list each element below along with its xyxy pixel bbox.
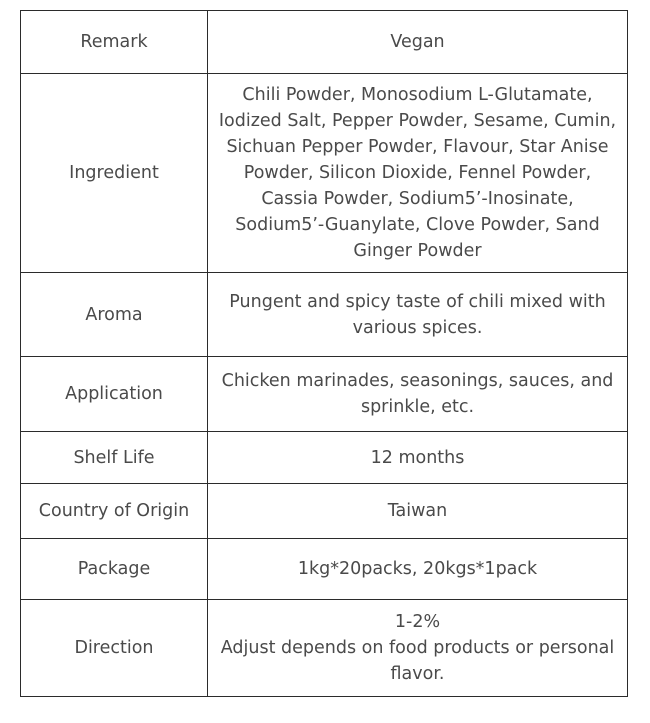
table-row-shelf-life: [21, 432, 628, 484]
table-row-country-of-origin: [21, 484, 628, 539]
row-label: Package: [21, 539, 208, 600]
row-value: 1kg*20packs, 20kgs*1pack: [208, 539, 628, 600]
row-label: Ingredient: [21, 74, 208, 273]
row-label: Country of Origin: [21, 484, 208, 539]
row-value: Vegan: [208, 11, 628, 74]
row-label: Shelf Life: [21, 432, 208, 484]
row-label: Direction: [21, 600, 208, 697]
row-value: Chicken marinades, seasonings, sauces, and sprinkle, etc.: [208, 357, 628, 432]
table-row-application: [21, 357, 628, 432]
table-row-direction: [21, 600, 628, 697]
row-value: Pungent and spicy taste of chili mixed with various spices.: [208, 273, 628, 357]
row-label: Aroma: [21, 273, 208, 357]
row-value: 12 months: [208, 432, 628, 484]
table-row-aroma: [21, 273, 628, 357]
row-value: Taiwan: [208, 484, 628, 539]
table-row-ingredient: [21, 74, 628, 273]
row-label: Application: [21, 357, 208, 432]
table-row-remark: [21, 11, 628, 74]
row-value: Chili Powder, Monosodium L-Glutamate, Iodized Salt, Pepper Powder, Sesame, Cumin, Sichuan Pepper Powder, Flavour, Star Anise Powder, Silicon Dioxide, Fennel Powder, Cassia Powder, Sodium5’-Inosinate, Sodium5’-Guanylate, Clove Powder, Sand Ginger Powder: [208, 74, 628, 273]
row-label: Remark: [21, 11, 208, 74]
row-value: 1-2% Adjust depends on food products or personal flavor.: [208, 600, 628, 697]
table-row-package: [21, 539, 628, 600]
product-spec-table: [20, 10, 628, 697]
